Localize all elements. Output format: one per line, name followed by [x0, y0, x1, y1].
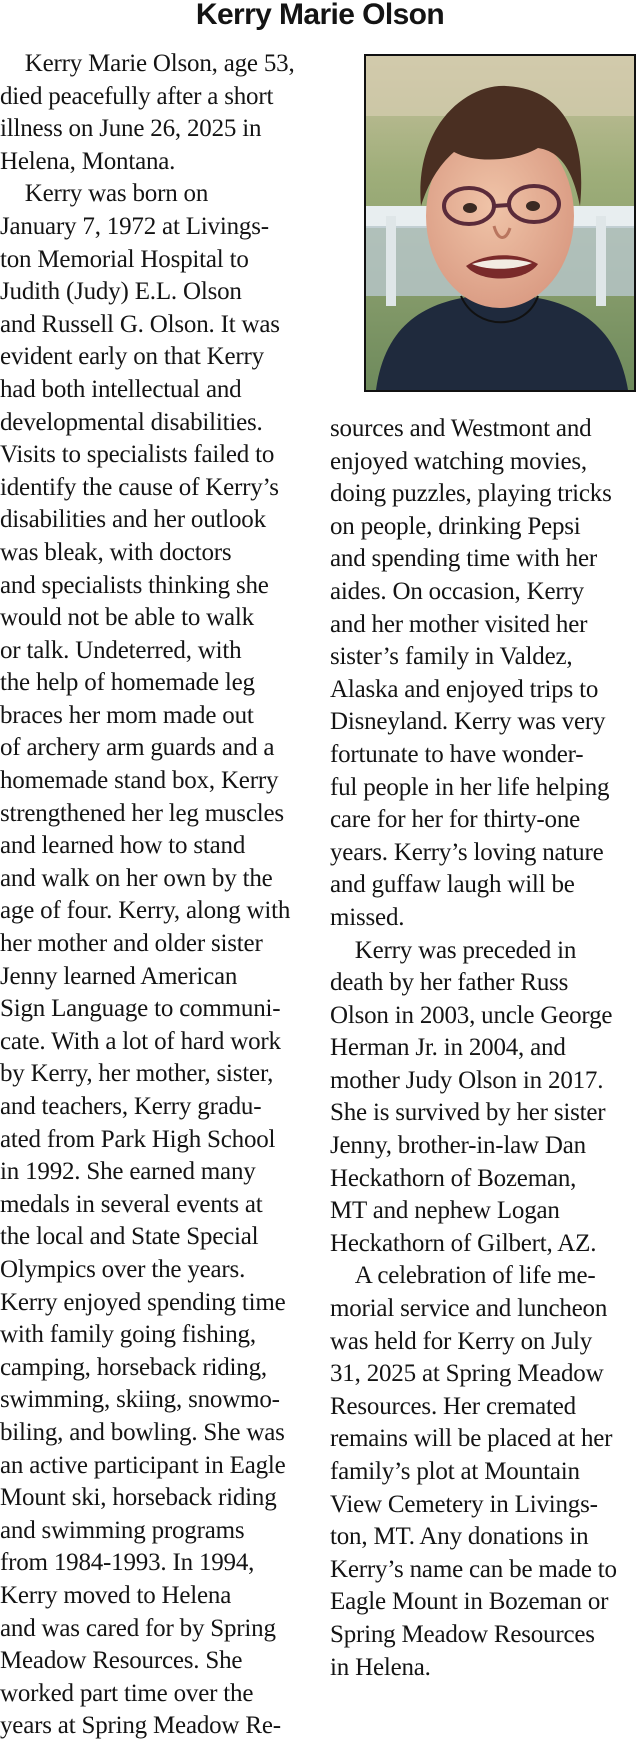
text-line: Olympics over the years. [0, 1255, 246, 1283]
text-line: View Cemetery in Livings- [330, 1490, 598, 1518]
obituary-title: Kerry Marie Olson [195, 0, 445, 31]
text-line: Herman Jr. in 2004, and [330, 1034, 566, 1062]
text-line: was bleak, with doctors [0, 538, 232, 566]
text-line: Kerry moved to Helena [0, 1581, 232, 1609]
text-line: Alaska and enjoyed trips to [330, 675, 599, 703]
text-line: illness on June 26, 2025 in [0, 115, 262, 143]
text-line: fortunate to have wonder- [330, 740, 584, 768]
text-line: and walk on her own by the [0, 864, 273, 892]
text-line: Kerry was preceded in [330, 936, 577, 964]
text-line: strengthened her leg muscles [0, 799, 284, 827]
text-line: and spending time with her [330, 545, 597, 573]
text-line: A celebration of life me- [330, 1262, 596, 1290]
text-line: Visits to specialists failed to [0, 441, 275, 469]
text-line: Kerry was born on [0, 180, 209, 208]
text-line: Judith (Judy) E.L. Olson [0, 278, 242, 306]
text-line: Eagle Mount in Bozeman or [330, 1588, 609, 1616]
text-line: and her mother visited her [330, 610, 588, 638]
text-line: medals in several events at [0, 1190, 263, 1218]
text-line: Olson in 2003, uncle George [330, 1001, 613, 1029]
text-line: Meadow Resources. She [0, 1647, 243, 1675]
obituary-body-right-column [330, 413, 640, 1684]
text-line: from 1984-1993. In 1994, [0, 1549, 255, 1577]
text-line: swimming, skiing, snowmo- [0, 1386, 280, 1414]
text-line: worked part time over the [0, 1679, 254, 1707]
text-line: January 7, 1972 at Livings- [0, 212, 269, 240]
text-line: and Russell G. Olson. It was [0, 310, 280, 338]
text-line: enjoyed watching movies, [330, 447, 587, 475]
text-line: death by her father Russ [330, 969, 569, 997]
text-line: camping, horseback riding, [0, 1353, 267, 1381]
text-line: identify the cause of Kerry’s [0, 473, 279, 501]
text-line: sister’s family in Valdez, [330, 643, 573, 671]
text-line: Spring Meadow Resources [330, 1620, 595, 1648]
text-line: braces her mom made out [0, 701, 254, 729]
text-line: and specialists thinking she [0, 571, 269, 599]
text-line: years at Spring Meadow Re- [0, 1712, 281, 1740]
portrait-photo [364, 54, 636, 392]
text-line: age of four. Kerry, along with [0, 897, 291, 925]
text-line: ated from Park High School [0, 1125, 276, 1153]
text-line: the help of homemade leg [0, 669, 255, 697]
text-line: was held for Kerry on July [330, 1327, 593, 1355]
text-line: mother Judy Olson in 2017. [330, 1066, 604, 1094]
text-line: ton, MT. Any donations in [330, 1523, 589, 1551]
text-line: had both intellectual and [0, 375, 242, 403]
text-line: doing puzzles, playing tricks [330, 480, 612, 508]
text-line: family’s plot at Mountain [330, 1458, 580, 1485]
text-line: and guffaw laugh will be [330, 871, 575, 899]
text-line: Mount ski, horseback riding [0, 1484, 277, 1512]
text-line: Disneyland. Kerry was very [330, 708, 606, 736]
text-line: of archery arm guards and a [0, 734, 275, 762]
text-line: Heckathorn of Gilbert, AZ. [330, 1229, 597, 1257]
text-line: and swimming programs [0, 1516, 245, 1544]
text-line: by Kerry, her mother, sister, [0, 1060, 274, 1088]
text-line: and learned how to stand [0, 832, 246, 860]
text-line: would not be able to walk [0, 604, 254, 632]
text-line: with family going fishing, [0, 1321, 256, 1349]
text-line: aides. On occasion, Kerry [330, 577, 584, 605]
text-line: disabilities and her outlook [0, 506, 266, 534]
text-line: care for her for thirty-one [330, 806, 581, 834]
text-line: or talk. Undeterred, with [0, 636, 242, 664]
text-line: missed. [330, 903, 405, 931]
text-line: died peacefully after a short [0, 82, 274, 110]
text-line: an active participant in Eagle [0, 1451, 286, 1479]
text-line: and was cared for by Spring [0, 1614, 276, 1642]
text-line: Kerry’s name can be made to [330, 1555, 617, 1583]
text-line: cate. With a lot of hard work [0, 1027, 281, 1055]
text-line: morial service and luncheon [330, 1295, 608, 1323]
text-line: biling, and bowling. She was [0, 1418, 285, 1446]
text-line: Resources. Her cremated [330, 1392, 576, 1420]
text-line: Jenny, brother-in-law Dan [330, 1132, 586, 1160]
text-line: her mother and older sister [0, 930, 263, 958]
text-line: the local and State Special [0, 1223, 259, 1251]
text-line: Kerry enjoyed spending time [0, 1288, 286, 1316]
text-line: Helena, Montana. [0, 147, 176, 175]
text-line: Heckathorn of Bozeman, [330, 1164, 577, 1192]
text-line: on people, drinking Pepsi [330, 512, 581, 540]
text-line: evident early on that Kerry [0, 343, 264, 371]
text-line: remains will be placed at her [330, 1425, 613, 1453]
text-line: developmental disabilities. [0, 408, 263, 436]
text-line: and teachers, Kerry gradu- [0, 1093, 262, 1120]
text-line: in Helena. [330, 1653, 431, 1681]
text-line: MT and nephew Logan [330, 1197, 560, 1225]
obituary-body-left-column [0, 48, 312, 1743]
text-line: She is survived by her sister [330, 1099, 606, 1127]
text-line: in 1992. She earned many [0, 1158, 256, 1186]
text-line: years. Kerry’s loving nature [330, 838, 604, 866]
text-line: ful people in her life helping [330, 773, 610, 801]
text-line: Jenny learned American [0, 962, 238, 990]
text-line: homemade stand box, Kerry [0, 767, 279, 795]
text-line: sources and Westmont and [330, 415, 592, 442]
text-line: Sign Language to communi- [0, 995, 281, 1023]
text-line: 31, 2025 at Spring Meadow [330, 1360, 604, 1388]
text-line: ton Memorial Hospital to [0, 245, 249, 273]
text-line: Kerry Marie Olson, age 53, [0, 50, 295, 77]
